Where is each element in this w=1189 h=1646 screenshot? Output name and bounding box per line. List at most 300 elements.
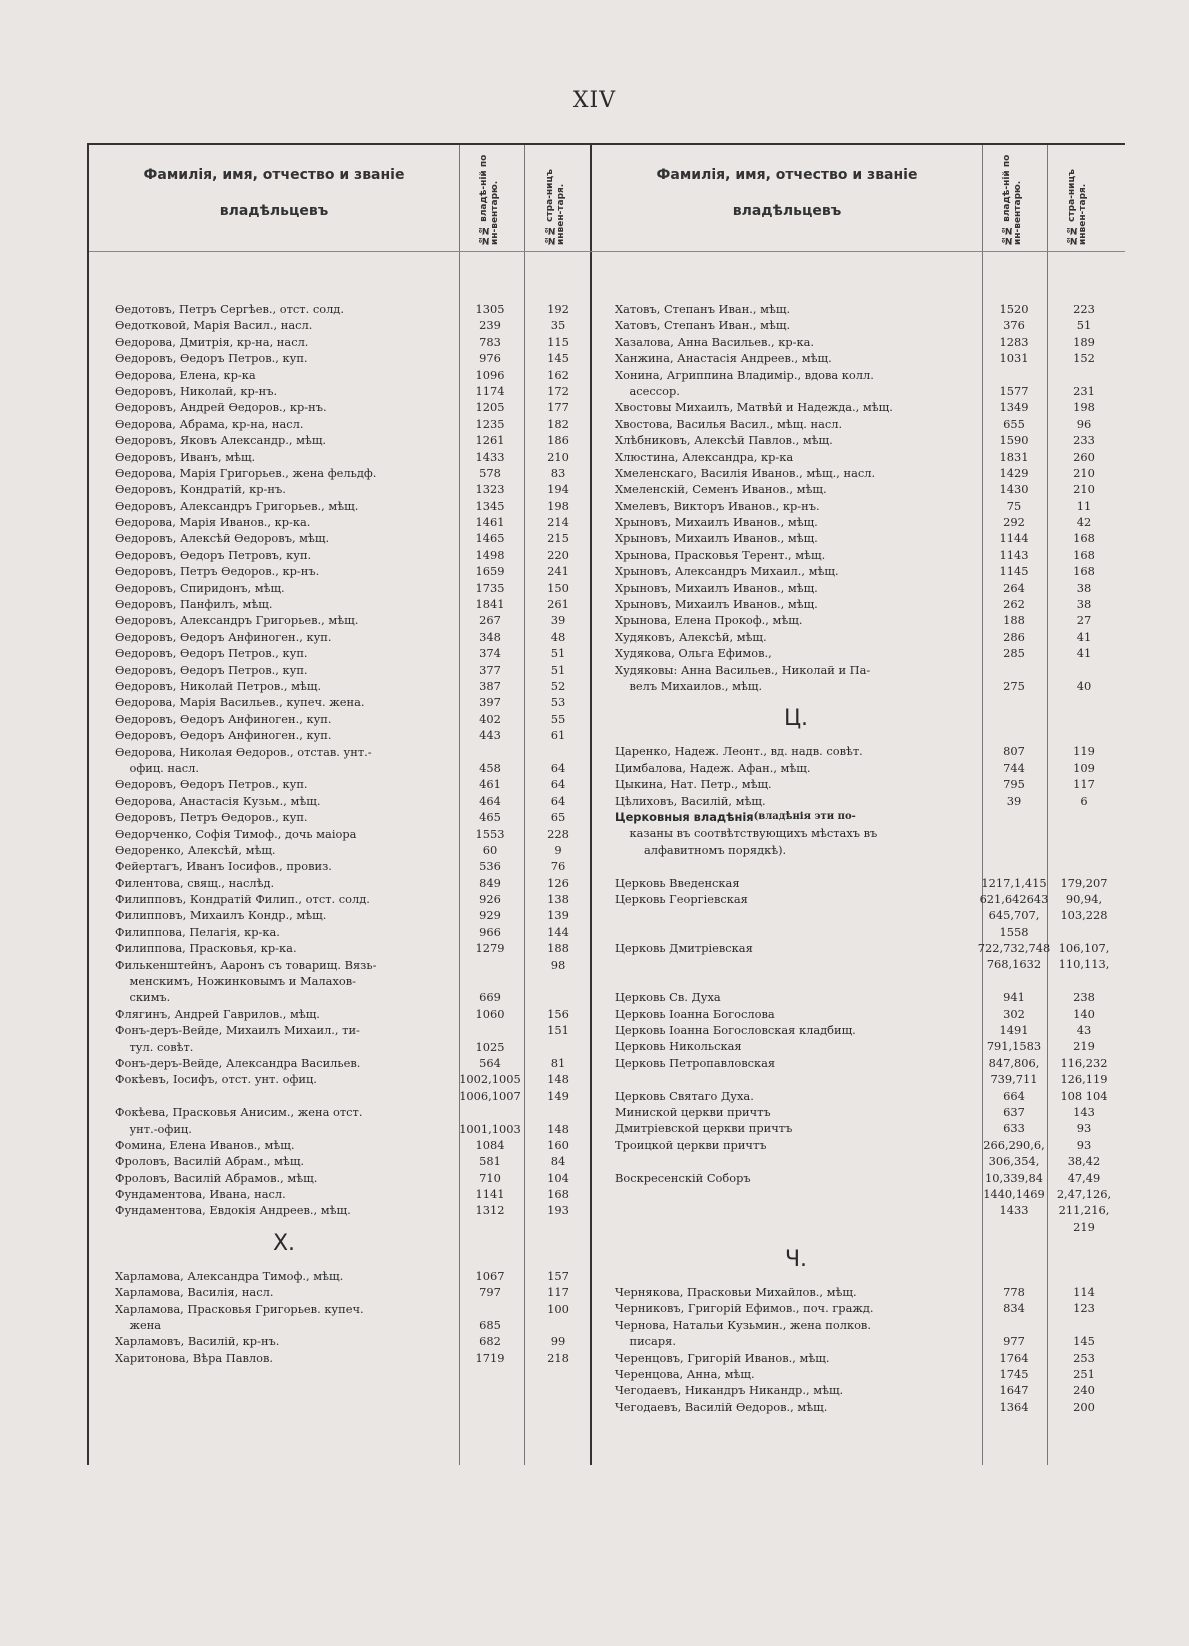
holding-number: 739,711 [990,1072,1038,1087]
register-row [615,1333,1117,1349]
holding-number: 10,339,84 [985,1170,1043,1185]
inventory-page [1051,367,1117,383]
holding-number: 1096 [475,367,505,382]
owner-name [615,1202,977,1218]
right-entries [615,301,1117,1415]
owner-name: менскимъ, Ножинковымъ и Малахов- [115,974,356,989]
inventory-page: 53 [550,695,566,710]
register-row [115,399,589,415]
register-row [115,1055,589,1071]
register-row [615,449,1117,465]
owner-name: Фокѣевъ, Іосифъ, отст. унт. офиц. [115,1072,317,1087]
owner-name: Церковь Іоанна Богословская кладбищ. [615,1023,856,1038]
owner-name: Церковь Іоанна Богослова [615,1006,775,1021]
inventory-page [1051,924,1117,940]
holding-number: 458 [479,760,501,775]
inventory-page: 228 [547,826,569,841]
register-row [115,662,589,678]
register-row [615,334,1117,350]
inventory-page: 64 [550,777,566,792]
register-row [615,989,1117,1005]
inventory-page: 55 [550,711,566,726]
register-row [615,1186,1117,1202]
owner-name: Хрыновъ, Михаилъ Иванов., мѣщ. [615,597,818,612]
holding-number: 795 [1003,777,1025,792]
page-number: XIV [572,88,617,113]
holding-number: 1002,1005 [459,1072,521,1087]
inventory-page: 61 [550,728,566,743]
holding-number [977,973,1051,989]
holding-number [977,1219,1051,1235]
holding-number: 1205 [475,400,505,415]
holding-number: 849 [479,875,501,890]
inventory-page: 83 [550,465,566,480]
owner-name: Ѳедорова, Анастасія Кузьм., мѣщ. [115,793,321,808]
inventory-page: 211,216, [1058,1203,1110,1218]
header-name-right: Фамилія, имя, отчество и званіе владѣльцевъ [656,167,918,219]
owner-name [615,924,977,940]
register-row [115,793,589,809]
holding-number: 1520 [999,302,1029,316]
register-row [115,416,589,432]
header-page-left: №№ стра-ницъ инвен-таря. [545,169,566,245]
register-row [615,1382,1117,1398]
register-row [615,1399,1117,1415]
register-row [615,514,1117,530]
inventory-page: 168 [1073,547,1095,562]
owner-name: Худяковъ, Алексѣй, мѣщ. [615,629,767,644]
inventory-page: 210 [547,449,569,464]
inventory-page: 64 [550,760,566,775]
owner-name: Харламовъ, Василій, кр-нъ. [115,1334,280,1349]
inventory-page: 210 [1073,482,1095,497]
holding-number: 267 [479,613,501,628]
owner-name: Хрынова, Прасковья Терент., мѣщ. [615,547,826,562]
inventory-page [1051,1317,1117,1333]
inventory-page: 215 [547,531,569,546]
holding-number: 264 [1003,580,1025,595]
holding-number: 387 [479,678,501,693]
register-row [615,1317,1117,1333]
owner-name: Филькенштейнъ, Ааронъ съ товарищ. Вязь- [115,957,377,972]
holding-number: 60 [482,842,498,857]
holding-number [453,973,527,989]
holding-number: 1430 [999,482,1029,497]
inventory-page [527,1039,589,1055]
inventory-page: 145 [1073,1334,1095,1349]
owner-name: Ѳедоровъ, Александръ Григорьев., мѣщ. [115,498,359,513]
inventory-page: 47,49 [1067,1170,1101,1185]
inventory-page: 160 [547,1137,569,1152]
register-row [115,317,589,333]
register-row [115,842,589,858]
holding-number: 348 [479,629,501,644]
owner-name [615,973,977,989]
inventory-page: 93 [1076,1121,1092,1136]
owner-name: Ѳедоровъ, Николай Петров., мѣщ. [115,678,322,693]
register-row [115,498,589,514]
register-row [115,1284,589,1300]
inventory-page: 156 [547,1006,569,1021]
register-row [115,1333,589,1349]
owner-name: Ѳедоровъ, Панфилъ, мѣщ. [115,597,273,612]
owner-name: Фомина, Елена Иванов., мѣщ. [115,1137,295,1152]
inventory-page: 143 [1073,1104,1095,1119]
register-row [615,481,1117,497]
owner-name: Флягинъ, Андрей Гаврилов., мѣщ. [115,1006,320,1021]
holding-number: 1465 [475,531,505,546]
header-number-right: №№ владѣ-ній по ин-вентарю. [1002,154,1023,245]
owner-name: Ѳедоренко, Алексѣй, мѣщ. [115,842,276,857]
inventory-page: 152 [1073,351,1095,366]
inventory-page [527,989,589,1005]
owner-name: Харламова, Прасковья Григорьев. купеч. [115,1301,364,1316]
owner-name: Филиппова, Прасковья, кр-ка. [115,941,297,956]
holding-number: 188 [1003,613,1025,628]
inventory-page: 150 [547,580,569,595]
inventory-page: 51 [1076,318,1092,333]
inventory-page [527,1104,589,1120]
holding-number: 637 [1003,1104,1025,1119]
holding-number: 536 [479,859,501,874]
holding-number: 75 [1006,498,1022,513]
register-row [615,940,1117,956]
owner-name [615,1071,977,1087]
holding-number: 682 [479,1334,501,1349]
holding-number: 1283 [999,334,1029,349]
inventory-page: 198 [547,498,569,513]
owner-name: Ѳедоровъ, Петръ Ѳедоров., кр-нъ. [115,564,320,579]
owner-name: Черниковъ, Григорій Ефимов., поч. гражд. [615,1301,874,1316]
header-page-right: №№ стра-ницъ инвен-таря. [1067,169,1088,245]
register-row [115,1202,589,1218]
register-row [115,875,589,891]
register-row [115,449,589,465]
holding-number: 669 [479,990,501,1005]
register-row [115,580,589,596]
inventory-page: 218 [547,1350,569,1365]
note-text: (владѣнія эти по- [753,810,856,822]
holding-number: 1659 [475,564,505,579]
register-row [615,1219,1117,1235]
holding-number: 1144 [999,531,1029,546]
holding-number: 744 [1003,760,1025,775]
owner-name: Фундаментова, Ивана, насл. [115,1187,286,1202]
register-row [615,1071,1117,1087]
holding-number: 292 [1003,515,1025,530]
owner-name [615,1219,977,1235]
inventory-page: 198 [1073,400,1095,415]
register-row [115,596,589,612]
header-number-left: №№ владѣ-ній по ин-вентарю. [479,154,500,245]
register-row [115,383,589,399]
register-row [115,973,589,989]
register-row [115,1170,589,1186]
owner-name: Ѳедорова, Дмитрія, кр-на, насл. [115,334,309,349]
register-row [615,1120,1117,1136]
inventory-page: 81 [550,1055,566,1070]
owner-name: Ѳедоровъ, Ѳедоръ Анфиноген., куп. [115,728,332,743]
register-row [615,612,1117,628]
inventory-page: 126 [547,875,569,890]
owner-name: Ѳедоровъ, Ѳедоръ Петров., куп. [115,646,308,661]
inventory-page: 100 [547,1301,569,1316]
holding-number [453,744,527,760]
register-row [615,530,1117,546]
register-row [115,826,589,842]
owner-name [615,1153,977,1169]
register-row [115,694,589,710]
holding-number: 39 [1006,793,1022,808]
inventory-page: 98 [550,957,566,972]
owner-name [615,1186,977,1202]
owner-name: Троицкой церкви причтъ [615,1137,767,1152]
inventory-page: 108 104 [1060,1088,1108,1103]
owner-name: Хвостова, Василья Васил., мѣщ. насл. [615,416,843,431]
register-row [615,1104,1117,1120]
register-row [615,1038,1117,1054]
register-row [115,1350,589,1366]
owner-name: Чегодаевъ, Василій Ѳедоров., мѣщ. [615,1399,828,1414]
owner-name: Харитонова, Вѣра Павлов. [115,1350,274,1365]
inventory-page: 42 [1076,515,1092,530]
holding-number: 976 [479,351,501,366]
holding-number: 1491 [999,1023,1029,1038]
owner-name: Ѳедотковой, Марія Васил., насл. [115,318,313,333]
holding-number: 464 [479,793,501,808]
owner-name: Хрыновъ, Александръ Михаил., мѣщ. [615,564,839,579]
holding-number: 443 [479,728,501,743]
owner-name: Ѳедоровъ, Кондратій, кр-нъ. [115,482,286,497]
inventory-page [527,973,589,989]
inventory-page: 240 [1073,1383,1095,1398]
holding-number: 266,290,6, [983,1137,1045,1152]
register-row [115,1022,589,1038]
holding-number: 834 [1003,1301,1025,1316]
inventory-page: 138 [547,892,569,907]
inventory-page: 123 [1073,1301,1095,1316]
owner-name: Хрыновъ, Михаилъ Иванов., мѣщ. [615,580,818,595]
owner-name: Церковь Никольская [615,1039,742,1054]
holding-number: 239 [479,318,501,333]
owner-name: Хмелевъ, Викторъ Иванов., кр-нъ. [615,498,820,513]
owner-name: Фундаментова, Евдокія Андреев., мѣщ. [115,1203,351,1218]
inventory-page: 103,228 [1060,908,1108,923]
inventory-page: 27 [1076,613,1092,628]
holding-number: 1440,1469 [983,1186,1045,1201]
holding-number: 1084 [475,1137,505,1152]
inventory-page: 231 [1073,383,1095,398]
holding-number [977,662,1051,678]
register-row [615,842,1117,858]
owner-name: жена [115,1318,162,1333]
owner-name: Филентова, свящ., наслѣд. [115,875,275,890]
register-row [615,924,1117,940]
inventory-page: 119 [1073,744,1095,759]
inventory-page: 219 [1073,1219,1095,1234]
owner-name: Ѳедоровъ, Николай, кр-нъ. [115,383,278,398]
inventory-page: 140 [1073,1006,1095,1021]
register-row [115,1121,589,1137]
owner-name: Ѳедоровъ, Ѳедоръ Анфиноген., куп. [115,711,332,726]
holding-number: 1279 [475,941,505,956]
register-row [115,514,589,530]
holding-number: 977 [1003,1334,1025,1349]
inventory-page: 110,113, [1058,957,1110,972]
inventory-page: 38,42 [1067,1154,1101,1169]
holding-number: 402 [479,711,501,726]
owner-name: Ѳедотовъ, Петръ Сергѣев., отст. солд. [115,302,344,316]
holding-number: 1498 [475,547,505,562]
owner-name: Ѳедорова, Марія Григорьев., жена фельдф. [115,465,377,480]
holding-number: 1577 [999,383,1029,398]
owner-name: Хрынова, Елена Прокоф., мѣщ. [615,613,803,628]
note-title: Церковныя владѣнія [615,809,754,824]
inventory-page: 96 [1076,416,1092,431]
register-row [615,1088,1117,1104]
holding-number: 376 [1003,318,1025,333]
owner-name: Хлюстина, Александра, кр-ка [615,449,794,464]
holding-number: 374 [479,646,501,661]
inventory-page: 238 [1073,990,1095,1005]
register-row [615,662,1117,678]
inventory-page: 6 [1080,793,1088,808]
holding-number: 377 [479,662,501,677]
holding-number: 1235 [475,416,505,431]
inventory-page: 162 [547,367,569,382]
inventory-page: 11 [1076,498,1092,513]
inventory-page: 76 [550,859,566,874]
register-row [115,629,589,645]
inventory-page [1051,662,1117,678]
owner-name: Фонъ-деръ-Вейде, Александра Васильев. [115,1055,361,1070]
holding-number: 262 [1003,597,1025,612]
register-row [115,350,589,366]
inventory-page: 193 [547,1203,569,1218]
owner-name: Ѳедорова, Абрама, кр-на, насл. [115,416,304,431]
holding-number: 1590 [999,433,1029,448]
holding-number: 1831 [999,449,1029,464]
register-row [115,891,589,907]
owner-name: Хрыновъ, Михаилъ Иванов., мѣщ. [615,531,818,546]
holding-number: 847,806, [988,1055,1040,1070]
inventory-page: 38 [1076,597,1092,612]
holding-number: 1141 [475,1187,505,1202]
owner-name: Ѳедорченко, Софія Тимоф., дочь маіора [115,826,357,841]
left-entries [115,301,589,1366]
owner-name: Церковь Петропавловская [615,1055,776,1070]
register-row [115,645,589,661]
inventory-page: 116,232 [1060,1055,1108,1070]
holding-number: 722,732,748 [977,941,1051,956]
holding-number: 1261 [475,433,505,448]
inventory-page: 43 [1076,1023,1092,1038]
owner-name: Чернякова, Прасковьи Михайлов., мѣщ. [615,1285,857,1300]
holding-number: 1433 [475,449,505,464]
register-row [615,1170,1117,1186]
owner-name: Ѳедоровъ, Ѳедоръ Петров., куп. [115,351,308,366]
inventory-page [1051,825,1117,841]
holding-number: 710 [479,1170,501,1185]
holding-number [453,1104,527,1120]
owner-name: Ѳедорова, Марія Иванов., кр-ка. [115,515,311,530]
owner-name: Ѳедоровъ, Алексѣй Ѳедоровъ, мѣщ. [115,531,330,546]
register-row [615,301,1117,317]
inventory-page: 117 [547,1285,569,1300]
inventory-page: 51 [550,662,566,677]
register-row [615,416,1117,432]
owner-name: Ханжина, Анастасія Андреев., мѣщ. [615,351,832,366]
holding-number: 461 [479,777,501,792]
owner-name [615,858,977,874]
inventory-page: 220 [547,547,569,562]
inventory-page: 48 [550,629,566,644]
owner-name: асессор. [615,383,680,398]
register-row [615,317,1117,333]
holding-number: 1217,1,415 [981,875,1047,890]
inventory-page: 210 [1073,465,1095,480]
register-row [115,1006,589,1022]
holding-number: 1345 [475,498,505,513]
holding-number: 768,1632 [986,957,1042,972]
holding-number: 783 [479,334,501,349]
holding-number: 645,707, [988,908,1040,923]
inventory-page: 90,94, [1065,891,1103,906]
inventory-page: 106,107, [1058,941,1110,956]
register-row [115,907,589,923]
owner-name: Чегодаевъ, Никандръ Никандр., мѣщ. [615,1383,844,1398]
inventory-page: 179,207 [1060,875,1108,890]
section-letter: Х. [272,1230,296,1256]
inventory-page: 2,47,126, [1056,1186,1112,1201]
inventory-page: 194 [547,482,569,497]
holding-number: 621,642643 [979,891,1049,906]
owner-name: Ѳедорова, Марія Васильев., купеч. жена. [115,695,365,710]
register-row [115,1186,589,1202]
owner-name: Миниской церкви причтъ [615,1104,771,1119]
inventory-page: 260 [1073,449,1095,464]
inventory-page: 186 [547,433,569,448]
inventory-page: 177 [547,400,569,415]
owner-name: Хатовъ, Степанъ Иван., мѣщ. [615,302,791,316]
owner-name: Церковь Дмитріевская [615,941,753,956]
owner-name: Фейертагъ, Иванъ Іосифов., провиз. [115,859,332,874]
inventory-page: 168 [1073,564,1095,579]
inventory-page: 168 [547,1187,569,1202]
holding-number: 1461 [475,515,505,530]
holding-number: 664 [1003,1088,1025,1103]
register-row [115,924,589,940]
owner-name: Филипповъ, Михаилъ Кондр., мѣщ. [115,908,327,923]
holding-number: 578 [479,465,501,480]
register-row [115,334,589,350]
holding-number [977,842,1051,858]
inventory-page: 214 [547,515,569,530]
register-row [615,350,1117,366]
inventory-page: 251 [1073,1367,1095,1382]
inventory-page: 35 [550,318,566,333]
header-name-left: Фамилія, имя, отчество и званіе владѣльцевъ [143,167,405,219]
inventory-page: 104 [547,1170,569,1185]
register-row [115,727,589,743]
owner-name: Худяковы: Анна Васильев., Николай и Па- [615,662,871,677]
owner-name: Цѣлиховъ, Василій, мѣщ. [615,793,766,808]
holding-number [977,858,1051,874]
owner-name: Церковь Св. Духа [615,990,721,1005]
register-row [615,1366,1117,1382]
register-row [115,367,589,383]
inventory-page: 115 [547,334,569,349]
